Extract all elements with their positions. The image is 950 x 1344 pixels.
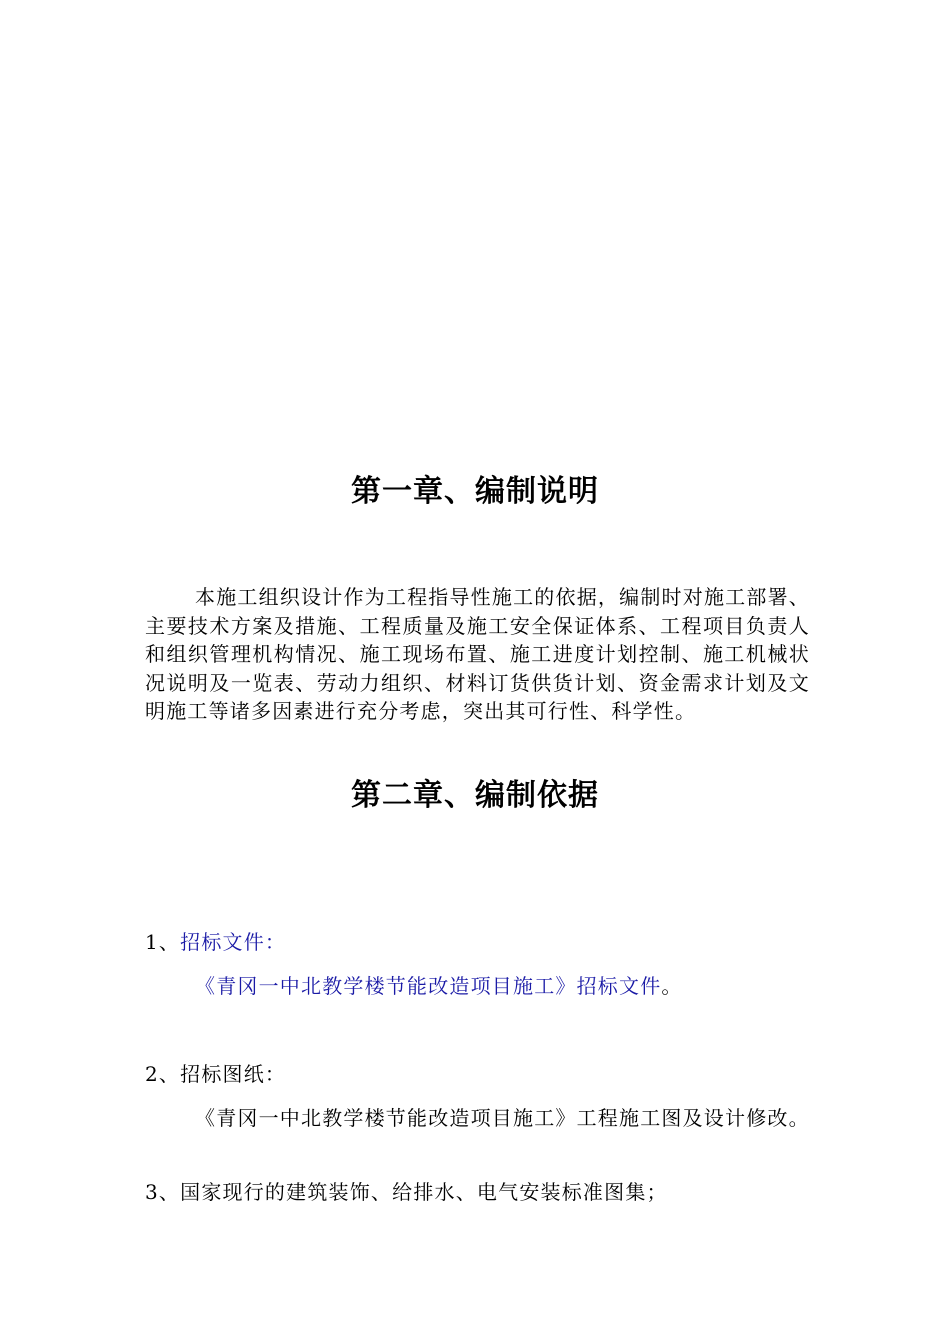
basis-item-1-detail-title: 《青冈一中北教学楼节能改造项目施工》 — [195, 974, 577, 998]
basis-item-3-number: 3、 — [145, 1180, 181, 1204]
basis-item-3-label: 国家现行的建筑装饰、给排水、电气安装标准图集； — [180, 1180, 668, 1204]
basis-item-2 — [145, 1060, 286, 1088]
basis-item-2-number: 2、 — [145, 1062, 181, 1086]
basis-item-2-label: 招标图纸： — [180, 1062, 287, 1086]
basis-item-1 — [145, 928, 286, 956]
chapter-1-body: 本施工组织设计作为工程指导性施工的依据，编制时对施工部署、主要技术方案及措施、工程质量及施工安全保证体系、工程项目负责人和组织管理机构情况、施工现场布置、施工进度计划控制、施工机械状况说明及一览表、劳动力组织、材料订货供货计划、资金需求计划及文明施工等诸多因素进行充分考虑，突出其可行性、科学性。 — [145, 585, 810, 723]
basis-item-1-label: 招标文件： — [180, 930, 287, 954]
basis-item-1-detail-end: 。 — [661, 974, 683, 998]
chapter-1-title: 第一章、编制说明 — [351, 474, 599, 509]
basis-item-3 — [145, 1178, 668, 1206]
basis-item-1-detail-suffix: 招标文件 — [576, 974, 662, 998]
basis-item-1-detail — [195, 972, 683, 1000]
chapter-2-title: 第二章、编制依据 — [351, 778, 599, 813]
basis-item-1-number: 1、 — [145, 930, 181, 954]
basis-item-2-detail: 《青冈一中北教学楼节能改造项目施工》工程施工图及设计修改。 — [195, 1106, 810, 1130]
